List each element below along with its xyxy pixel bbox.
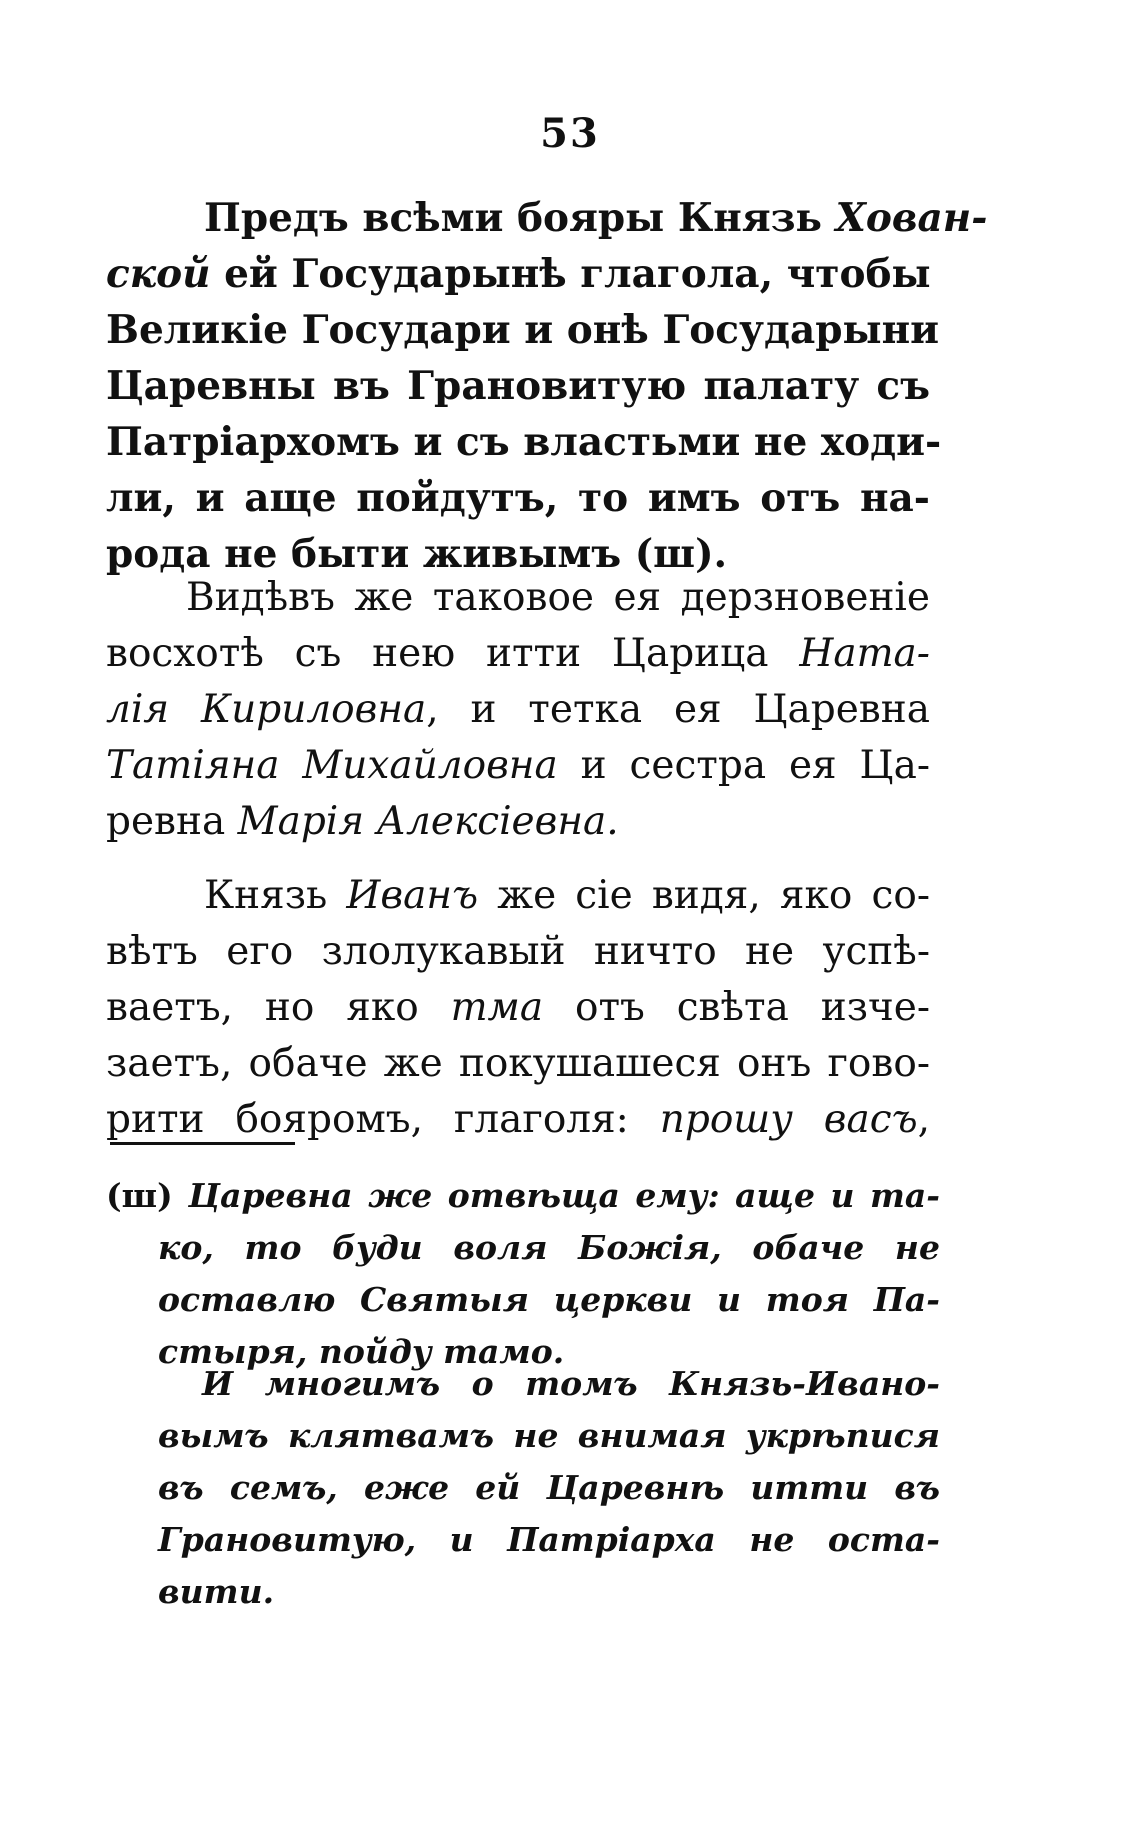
text-line: ваетъ, но яко тма отъ свѣта изче- <box>106 985 931 1030</box>
text-line: Предъ всѣми бояры Князь Хован- <box>204 195 988 241</box>
text-line: Патріархомъ и съ властьми не ходи- <box>106 419 942 465</box>
text-line: ревна Марія Алексіевна. <box>106 799 619 844</box>
text-line: восхотѣ съ нею итти Царица Ната- <box>106 631 930 676</box>
text-line: Великіе Государи и онѣ Государыни <box>106 307 940 353</box>
text-line: Князь Иванъ же сіе видя, яко со- <box>204 873 930 918</box>
footnote-line: стыря, пойду тамо. <box>158 1332 565 1371</box>
footnote-line: (ш) Царевна же отвѣща ему: аще и та- <box>106 1176 940 1215</box>
text-line: ли, и аще пойдутъ, то имъ отъ на- <box>106 475 930 521</box>
footnote-line: Грановитую, и Патріарха не оста- <box>158 1520 940 1559</box>
footnote-line: оставлю Святыя церкви и тоя Па- <box>158 1280 940 1319</box>
text-line: рода не быти живымъ (ш). <box>106 531 728 577</box>
page-number: 53 <box>540 110 600 157</box>
text-line: рити бояромъ, глаголя: прошу васъ, <box>106 1097 930 1142</box>
footnote-divider <box>110 1142 295 1145</box>
text-line: ской ей Государынѣ глагола, чтобы <box>106 251 931 297</box>
footnote-line: И многимъ о томъ Князь-Иванo- <box>202 1364 940 1403</box>
footnote-line: въ семъ, еже ей Царевнѣ итти въ <box>158 1468 940 1507</box>
text-line: Видѣвъ же таковое ея дерзновеніе <box>186 575 930 620</box>
text-line: лія Кириловна, и тетка ея Царевна <box>106 687 930 732</box>
footnote-1 <box>106 1170 940 1378</box>
footnote-line: вымъ клятвамъ не внимая укрѣпися <box>158 1416 940 1455</box>
footnote-line: вити. <box>158 1572 275 1611</box>
paragraph-3 <box>106 868 930 1148</box>
footnote-2 <box>106 1358 940 1618</box>
paragraph-2 <box>106 570 930 850</box>
footnote-marker: (ш) <box>106 1176 173 1215</box>
text-line: заетъ, обаче же покушашеся онъ гово- <box>106 1041 930 1086</box>
paragraph-1 <box>106 190 988 582</box>
footnote-line: ко, то буди воля Божія, обаче не <box>158 1228 940 1267</box>
text-line: Татіяна Михайловна и сестра ея Ца- <box>106 743 930 788</box>
text-line: Царевны въ Грановитую палату съ <box>106 363 930 409</box>
text-line: вѣтъ его злолукавый ничто не успѣ- <box>106 929 930 974</box>
